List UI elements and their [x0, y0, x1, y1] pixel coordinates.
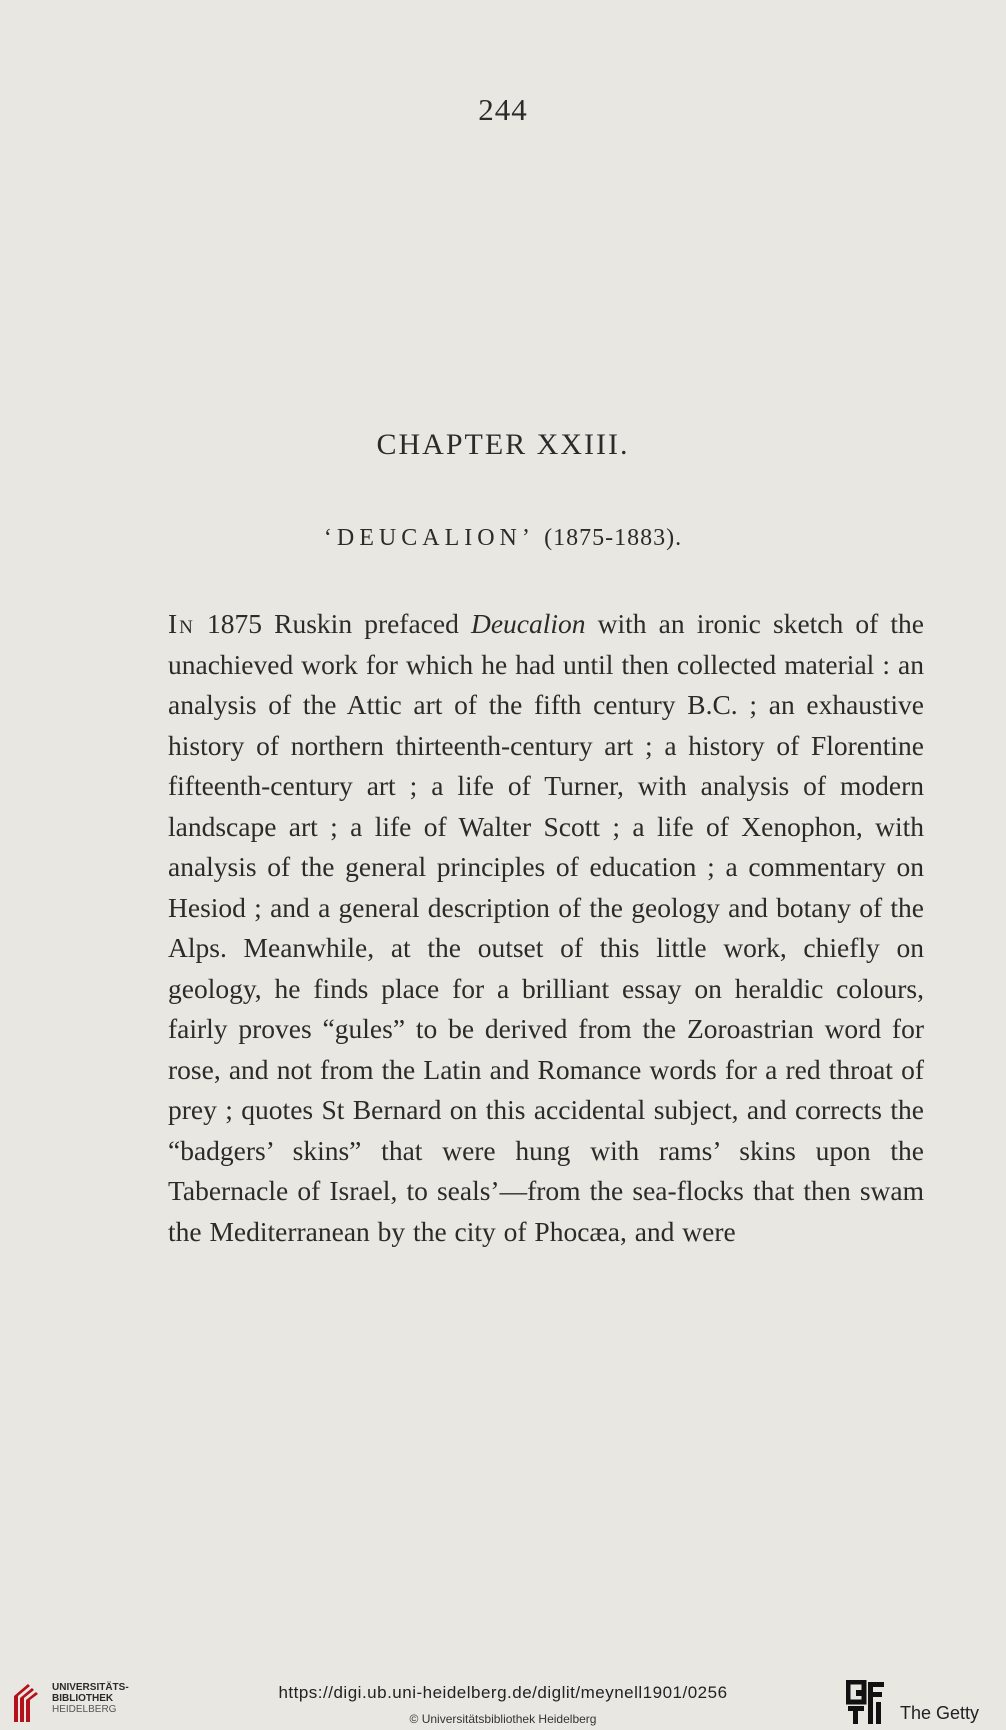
chapter-title: CHAPTER XXIII.	[376, 428, 630, 461]
text-before-title: Ruskin prefaced	[274, 608, 459, 639]
lead-year: 1875	[207, 608, 263, 639]
getty-logo[interactable]	[846, 1680, 979, 1726]
body-paragraph	[168, 604, 924, 1252]
library-logo-line2: BIBLIOTHEK	[52, 1693, 114, 1704]
text-after-title: with an ironic sketch of the unachieved work for which he had until then collected material : an analysis of the Attic art of the fifth century B.C. ; an exhaustive history of northern thirteenth-century art ; a history of Florentine fifteenth-century art ; a life of Turner, with analysis of modern landscape art ; a life of Walter Scott ; a life of Xenophon, with analysis of the general principles of education ; a commentary on Hesiod ; and a general description of the geology and botany of the Alps. Meanwhile, at the outset of this little work, chiefly on geology, he finds place for a brilliant essay on heraldic colours, fairly proves “gules” to be derived from the Zoroastrian word for rose, and not from the Latin and Romance words for a red throat of prey ; quotes St Bernard on this accidental subject, and corrects the “badgers’ skins” that were hung with rams’ skins upon the Tabernacle of Israel, to seals’—from the sea-flocks that then swam the Mediterranean by the city of Phocæa, and were	[168, 608, 925, 1247]
chapter-subtitle-dates: (1875-1883).	[544, 525, 683, 551]
library-logo-line1: UNIVERSITÄTS-	[52, 1682, 129, 1693]
source-url-link[interactable]: https://digi.ub.uni-heidelberg.de/diglit/meynell1901/0256	[278, 1683, 728, 1702]
italic-title: Deucalion	[470, 608, 586, 639]
library-logo-line3: HEIDELBERG	[52, 1704, 117, 1715]
getty-label: The Getty	[900, 1703, 980, 1723]
page-number: 244	[478, 92, 528, 127]
chapter-subtitle	[0, 525, 1006, 552]
footer	[0, 1680, 1006, 1730]
getty-logo-icon	[846, 1680, 888, 1726]
lead-word: In	[168, 608, 195, 639]
copyright-notice: © Universitätsbibliothek Heidelberg	[409, 1712, 597, 1726]
chapter-subtitle-main: ‘DEUCALION’	[323, 525, 534, 551]
